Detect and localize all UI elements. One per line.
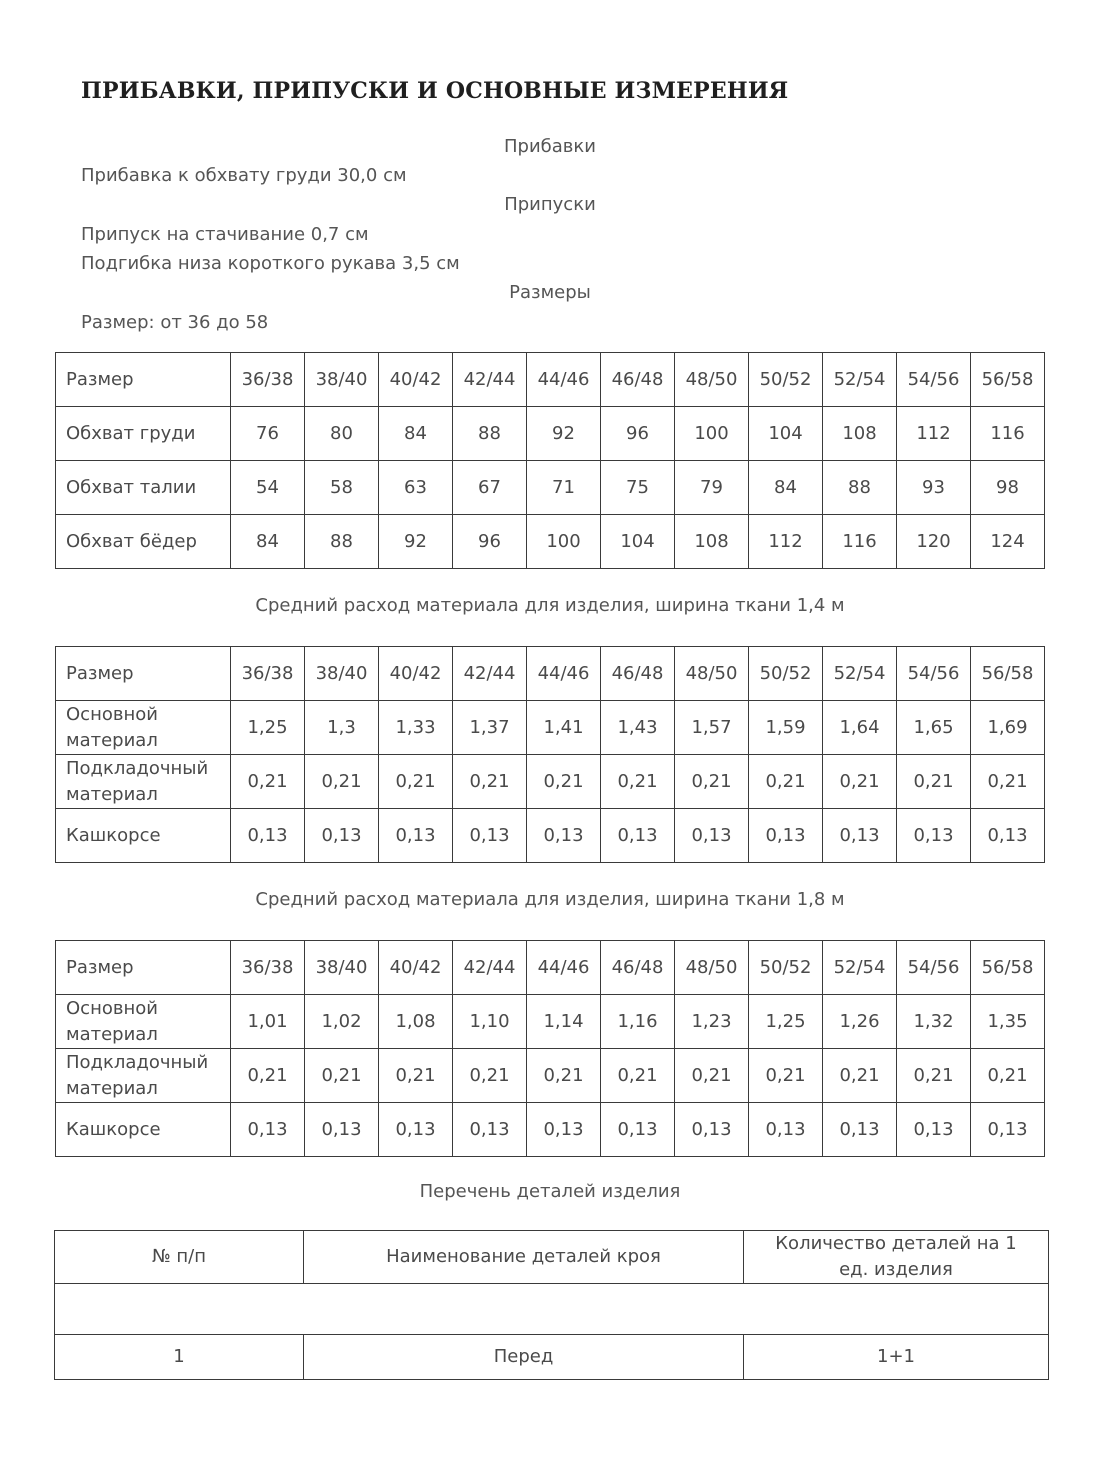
measurements-table [55,352,1045,569]
size-header-cell: 54/56 [897,941,971,995]
size-header-cell: 46/48 [601,941,675,995]
value-cell: 0,13 [453,809,527,863]
value-cell: 0,21 [453,1049,527,1103]
value-cell: 76 [231,407,305,461]
parts-header-cell: № п/п [55,1231,304,1284]
value-cell: 124 [971,515,1045,569]
value-cell: 0,21 [823,1049,897,1103]
value-cell: 1,43 [601,701,675,755]
parts-cell: 1 [55,1335,304,1380]
size-range: Размер: от 36 до 58 [81,312,269,333]
table-row [56,995,1045,1049]
row-label: Подкладочный материал [56,755,231,809]
parts-cell: 1+1 [744,1335,1049,1380]
size-header-cell: 54/56 [897,647,971,701]
size-header-cell: 38/40 [305,353,379,407]
value-cell: 0,21 [379,1049,453,1103]
value-cell: 88 [305,515,379,569]
value-cell: 1,69 [971,701,1045,755]
value-cell: 0,13 [305,809,379,863]
value-cell: 1,23 [675,995,749,1049]
size-header-cell: 42/44 [453,353,527,407]
value-cell: 0,13 [601,1103,675,1157]
parts-header-cell: Наименование деталей кроя [304,1231,744,1284]
value-cell: 88 [453,407,527,461]
parts-header-row [55,1231,1049,1284]
table-row [56,1103,1045,1157]
value-cell: 92 [527,407,601,461]
size-header-cell: 40/42 [379,647,453,701]
value-cell: 88 [823,461,897,515]
size-header-cell: 52/54 [823,941,897,995]
value-cell: 93 [897,461,971,515]
value-cell: 112 [749,515,823,569]
value-cell: 98 [971,461,1045,515]
row-label: Обхват талии [56,461,231,515]
size-header-cell: 42/44 [453,941,527,995]
size-header-cell: 48/50 [675,647,749,701]
parts-cell: Перед [304,1335,744,1380]
value-cell: 1,37 [453,701,527,755]
value-cell: 1,65 [897,701,971,755]
value-cell: 112 [897,407,971,461]
size-header-cell: 38/40 [305,647,379,701]
row-label: Подкладочный материал [56,1049,231,1103]
value-cell: 0,13 [897,809,971,863]
value-cell: 96 [453,515,527,569]
fabric-18-caption: Средний расход материала для изделия, ширина ткани 1,8 м [255,889,845,910]
value-cell: 0,13 [527,809,601,863]
value-cell: 0,13 [453,1103,527,1157]
value-cell: 104 [749,407,823,461]
size-header-cell: 40/42 [379,353,453,407]
parts-empty-cell [55,1284,1049,1335]
seam-stitch: Припуск на стачивание 0,7 см [81,224,369,245]
value-cell: 80 [305,407,379,461]
allowances-heading: Прибавки [504,136,596,157]
value-cell: 100 [527,515,601,569]
value-cell: 0,13 [749,1103,823,1157]
value-cell: 0,21 [527,1049,601,1103]
value-cell: 0,21 [971,755,1045,809]
size-header-cell: 48/50 [675,353,749,407]
value-cell: 0,13 [971,1103,1045,1157]
value-cell: 1,10 [453,995,527,1049]
value-cell: 0,13 [379,809,453,863]
value-cell: 0,21 [897,1049,971,1103]
value-cell: 1,26 [823,995,897,1049]
value-cell: 0,13 [971,809,1045,863]
value-cell: 1,08 [379,995,453,1049]
value-cell: 1,57 [675,701,749,755]
page-title: ПРИБАВКИ, ПРИПУСКИ И ОСНОВНЫЕ ИЗМЕРЕНИЯ [81,78,789,104]
parts-table [54,1230,1049,1380]
size-header-cell: 52/54 [823,353,897,407]
size-header-cell: 56/58 [971,353,1045,407]
value-cell: 0,21 [305,1049,379,1103]
value-cell: 108 [675,515,749,569]
value-cell: 84 [231,515,305,569]
value-cell: 1,64 [823,701,897,755]
value-cell: 1,33 [379,701,453,755]
value-cell: 0,21 [305,755,379,809]
row-label: Основной материал [56,995,231,1049]
size-header-cell: 52/54 [823,647,897,701]
value-cell: 58 [305,461,379,515]
value-cell: 0,13 [897,1103,971,1157]
value-cell: 0,21 [601,755,675,809]
row-label: Кашкорсе [56,1103,231,1157]
value-cell: 1,35 [971,995,1045,1049]
value-cell: 84 [749,461,823,515]
size-header-cell: 42/44 [453,647,527,701]
fabric-18-table [55,940,1045,1157]
value-cell: 0,13 [675,1103,749,1157]
size-header-cell: 56/58 [971,941,1045,995]
value-cell: 0,21 [453,755,527,809]
value-cell: 0,21 [231,1049,305,1103]
size-header-cell: 36/38 [231,353,305,407]
size-header-cell: 44/46 [527,941,601,995]
size-header-cell: 36/38 [231,647,305,701]
value-cell: 0,13 [601,809,675,863]
value-cell: 63 [379,461,453,515]
value-cell: 92 [379,515,453,569]
value-cell: 0,13 [823,809,897,863]
value-cell: 0,21 [527,755,601,809]
parts-empty-row [55,1284,1049,1335]
row-label: Обхват груди [56,407,231,461]
value-cell: 1,25 [749,995,823,1049]
value-cell: 120 [897,515,971,569]
sizes-heading: Размеры [509,282,591,303]
value-cell: 0,21 [971,1049,1045,1103]
size-header-cell: 46/48 [601,647,675,701]
value-cell: 0,13 [527,1103,601,1157]
size-header-cell: 48/50 [675,941,749,995]
row-label: Кашкорсе [56,809,231,863]
parts-header-cell: Количество деталей на 1 ед. изделия [744,1231,1049,1284]
value-cell: 71 [527,461,601,515]
value-cell: 1,16 [601,995,675,1049]
value-cell: 0,13 [305,1103,379,1157]
table-row [56,407,1045,461]
table-row [56,701,1045,755]
value-cell: 108 [823,407,897,461]
row-label: Обхват бёдер [56,515,231,569]
value-cell: 0,21 [749,755,823,809]
header-row [56,647,1045,701]
value-cell: 67 [453,461,527,515]
value-cell: 0,13 [675,809,749,863]
value-cell: 1,32 [897,995,971,1049]
fabric-14-table [55,646,1045,863]
value-cell: 0,21 [897,755,971,809]
table-row [56,461,1045,515]
size-header-cell: 44/46 [527,353,601,407]
value-cell: 0,13 [379,1103,453,1157]
size-header-cell: 54/56 [897,353,971,407]
row-label: Основной материал [56,701,231,755]
table-row [56,809,1045,863]
value-cell: 0,21 [823,755,897,809]
fabric-14-caption: Средний расход материала для изделия, ширина ткани 1,4 м [255,595,845,616]
size-header-cell: 36/38 [231,941,305,995]
value-cell: 1,02 [305,995,379,1049]
value-cell: 75 [601,461,675,515]
value-cell: 0,13 [749,809,823,863]
value-cell: 100 [675,407,749,461]
table-row [56,755,1045,809]
value-cell: 0,13 [231,1103,305,1157]
header-size-label: Размер [56,647,231,701]
value-cell: 0,21 [601,1049,675,1103]
value-cell: 84 [379,407,453,461]
value-cell: 0,21 [749,1049,823,1103]
seam-sleeve: Подгибка низа короткого рукава 3,5 см [81,253,460,274]
value-cell: 54 [231,461,305,515]
value-cell: 1,3 [305,701,379,755]
seams-heading: Припуски [504,194,596,215]
header-size-label: Размер [56,353,231,407]
value-cell: 116 [971,407,1045,461]
table-row [56,1049,1045,1103]
value-cell: 0,21 [379,755,453,809]
value-cell: 0,21 [675,755,749,809]
size-header-cell: 56/58 [971,647,1045,701]
size-header-cell: 50/52 [749,941,823,995]
value-cell: 1,41 [527,701,601,755]
size-header-cell: 40/42 [379,941,453,995]
header-row [56,941,1045,995]
value-cell: 1,01 [231,995,305,1049]
value-cell: 1,14 [527,995,601,1049]
value-cell: 0,21 [675,1049,749,1103]
value-cell: 0,13 [231,809,305,863]
value-cell: 79 [675,461,749,515]
value-cell: 0,21 [231,755,305,809]
header-size-label: Размер [56,941,231,995]
value-cell: 1,59 [749,701,823,755]
value-cell: 0,13 [823,1103,897,1157]
allowance-chest: Прибавка к обхвату груди 30,0 см [81,165,407,186]
value-cell: 104 [601,515,675,569]
value-cell: 96 [601,407,675,461]
header-row [56,353,1045,407]
size-header-cell: 46/48 [601,353,675,407]
value-cell: 1,25 [231,701,305,755]
size-header-cell: 50/52 [749,647,823,701]
parts-row [55,1335,1049,1380]
size-header-cell: 38/40 [305,941,379,995]
value-cell: 116 [823,515,897,569]
parts-caption: Перечень деталей изделия [419,1181,681,1202]
size-header-cell: 44/46 [527,647,601,701]
table-row [56,515,1045,569]
size-header-cell: 50/52 [749,353,823,407]
